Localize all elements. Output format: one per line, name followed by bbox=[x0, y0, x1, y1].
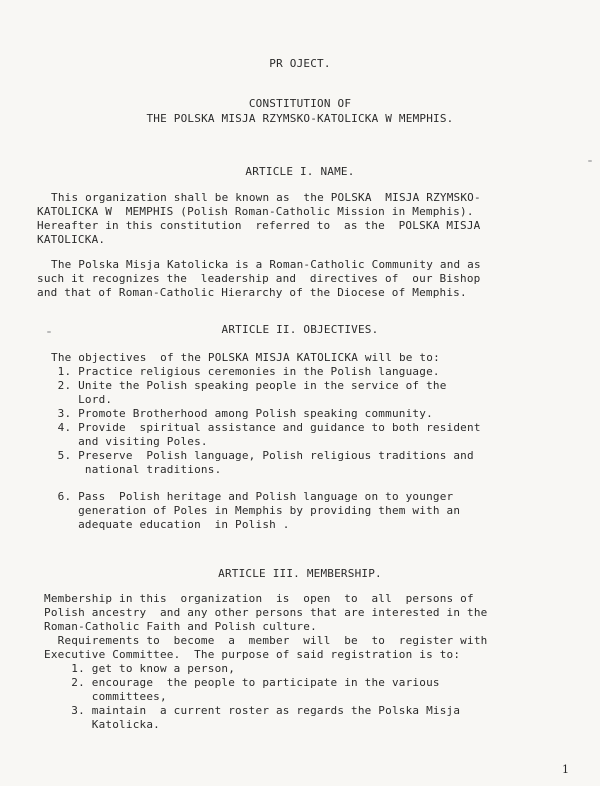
article-2-line: 5. Preserve Polish language, Polish religious traditions and bbox=[44, 449, 474, 462]
article-2-line: adequate education in Polish . bbox=[44, 518, 290, 531]
article-2-line: and visiting Poles. bbox=[44, 435, 208, 448]
article-3-line: committees, bbox=[44, 690, 167, 703]
article-2-line: 4. Provide spiritual assistance and guidance to both resident bbox=[44, 421, 481, 434]
title-line-2: THE POLSKA MISJA RZYMSKO-KATOLICKA W MEMPHIS. bbox=[146, 112, 454, 125]
article-2-line: Lord. bbox=[44, 393, 113, 406]
article-2-line: 2. Unite the Polish speaking people in the service of the bbox=[44, 379, 447, 392]
paper-speck bbox=[47, 331, 51, 333]
article-3-line: 3. maintain a current roster as regards the Polska Misja bbox=[44, 704, 461, 717]
page-number: 1 bbox=[562, 763, 569, 776]
article-3-line: Katolicka. bbox=[44, 718, 160, 731]
article-1-heading: ARTICLE I. NAME. bbox=[245, 165, 355, 178]
article-1-line: KATOLICKA. bbox=[37, 233, 106, 246]
article-2-line: national traditions. bbox=[44, 463, 222, 476]
project-label: PR OJECT. bbox=[269, 57, 331, 70]
article-2-heading: ARTICLE II. OBJECTIVES. bbox=[221, 323, 379, 336]
paper-speck bbox=[588, 160, 592, 162]
article-1-line: and that of Roman-Catholic Hierarchy of the Diocese of Memphis. bbox=[37, 286, 467, 299]
article-3-line: Requirements to become a member will be to register with bbox=[44, 634, 488, 647]
article-2-line: 6. Pass Polish heritage and Polish language on to younger bbox=[44, 490, 454, 503]
article-2-line: 3. Promote Brotherhood among Polish speaking community. bbox=[44, 407, 433, 420]
article-1-line: KATOLICKA W MEMPHIS (Polish Roman-Catholic Mission in Memphis). bbox=[37, 205, 474, 218]
article-3-line: Roman-Catholic Faith and Polish culture. bbox=[44, 620, 317, 633]
article-1-line: This organization shall be known as the POLSKA MISJA RZYMSKO- bbox=[51, 191, 481, 204]
article-3-line: Polish ancestry and any other persons that are interested in the bbox=[44, 606, 488, 619]
article-1-line: The Polska Misja Katolicka is a Roman-Catholic Community and as bbox=[51, 258, 481, 271]
article-3-line: Executive Committee. The purpose of said registration is to: bbox=[44, 648, 461, 661]
title-line-1: CONSTITUTION OF bbox=[248, 97, 352, 110]
article-3-line: 2. encourage the people to participate in the various bbox=[44, 676, 440, 689]
article-3-heading: ARTICLE III. MEMBERSHIP. bbox=[218, 567, 382, 580]
article-3-line: Membership in this organization is open to all persons of bbox=[44, 592, 474, 605]
article-1-line: such it recognizes the leadership and directives of our Bishop bbox=[37, 272, 481, 285]
article-1-line: Hereafter in this constitution referred to as the POLSKA MISJA bbox=[37, 219, 481, 232]
article-2-line: The objectives of the POLSKA MISJA KATOLICKA will be to: bbox=[51, 351, 440, 364]
article-2-line: 1. Practice religious ceremonies in the Polish language. bbox=[44, 365, 440, 378]
article-2-line: generation of Poles in Memphis by providing them with an bbox=[44, 504, 461, 517]
article-3-line: 1. get to know a person, bbox=[44, 662, 236, 675]
